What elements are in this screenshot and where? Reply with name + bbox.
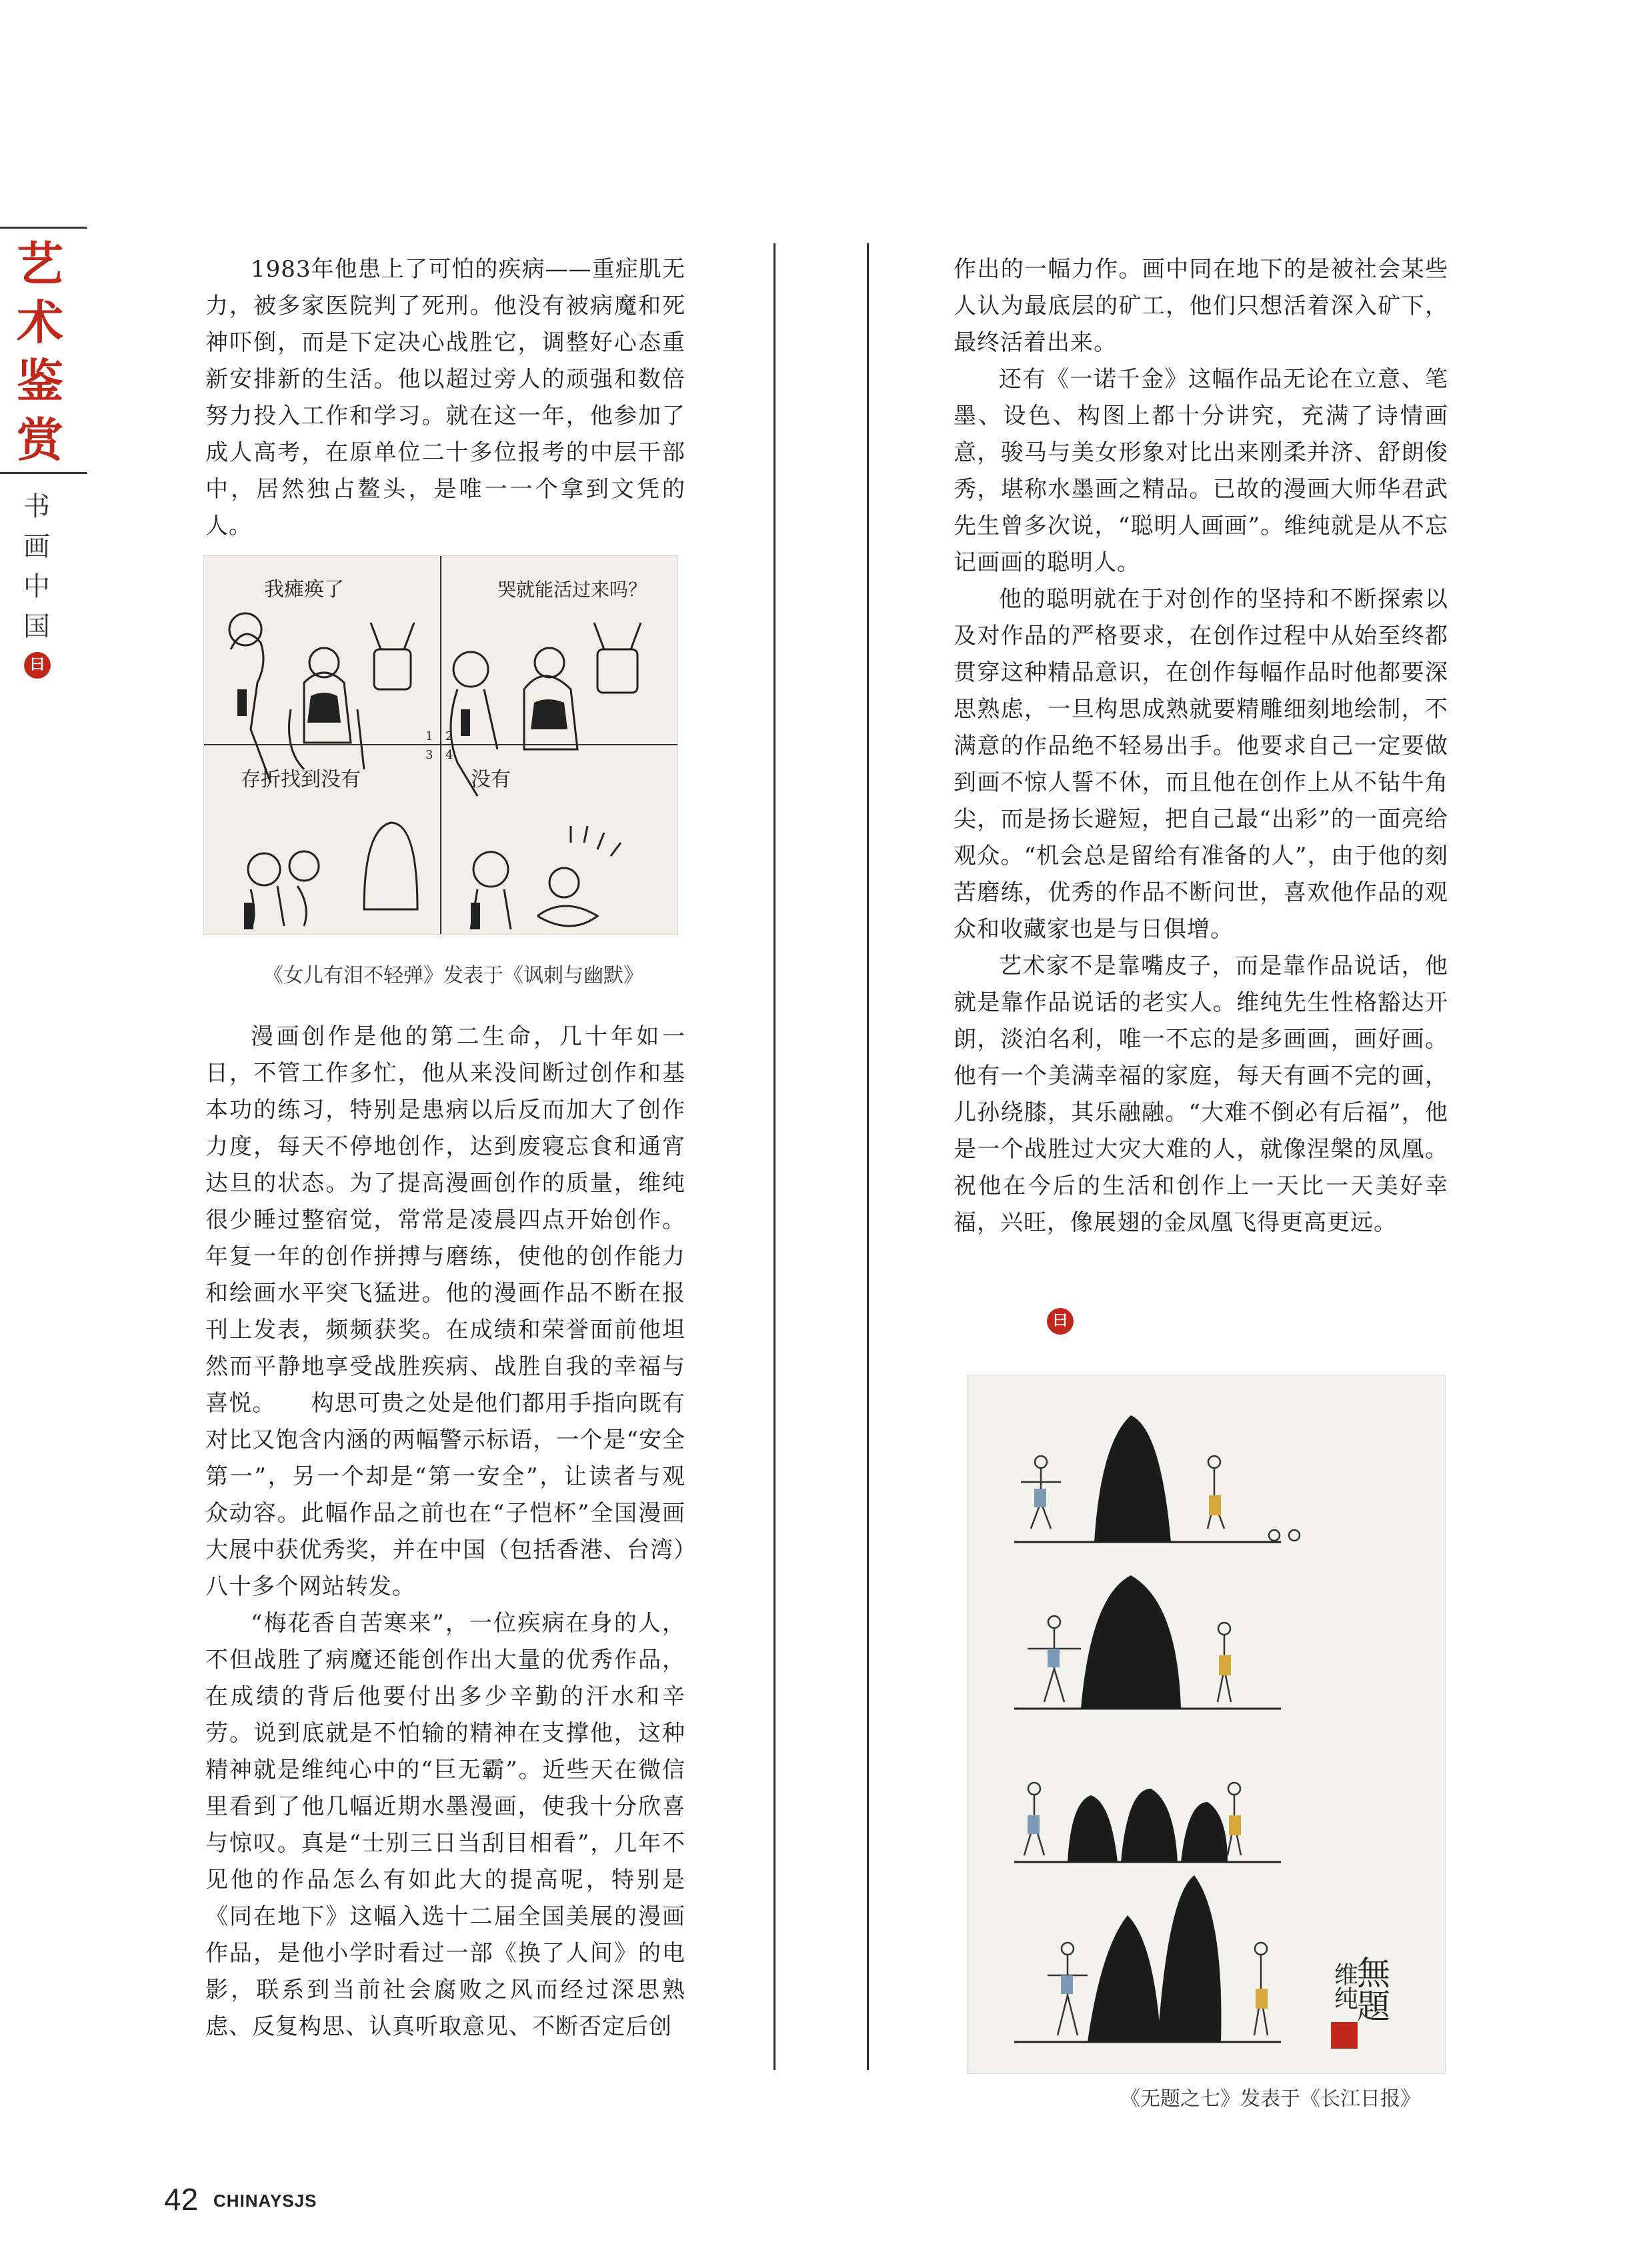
panel-text: 没有 [471, 768, 511, 791]
paragraph: 1983年他患上了可怕的疾病——重症肌无力，被多家医院判了死刑。他没有被病魔和死神吓倒，而是下定决心战胜它，调整好心态重新安排新的生活。他以超过旁人的顽强和数倍努力投入工作和学习。就在这一年，他参加了成人高考，在原单位二十多位报考的中层干部中，居然独占鳌头，是唯一一个拿到文凭的人。 [205, 256, 685, 539]
panel-number: 2 [445, 729, 453, 743]
figure-caption: 《女儿有泪不轻弹》发表于《讽刺与幽默》 [263, 964, 643, 987]
page-number: 42 [164, 2182, 199, 2217]
section-title-char: 鉴 [17, 354, 63, 409]
panel-number: 4 [445, 748, 453, 762]
comic-strip-figure [203, 555, 678, 935]
section-title [0, 235, 80, 469]
section-subtitle-char: 书 [23, 491, 50, 522]
paragraph: 艺术家不是靠嘴皮子，而是靠作品说话，他就是靠作品说话的老实人。维纯先生性格豁达开朗，淡泊名利，唯一不忘的是多画画，画好画。他有一个美满幸福的家庭，每天有画不完的画，儿孙绕膝，其乐融融。“大难不倒必有后福”，他是一个战胜过大灾大难的人，就像涅槃的凤凰。祝他在今后的生活和创作上一天比一天美好幸福，兴旺，像展翅的金凤凰飞得更高更远。 [954, 953, 1448, 1236]
panel-number: 3 [425, 748, 433, 762]
section-subtitle [0, 487, 73, 647]
article-column-b [954, 251, 1448, 1241]
section-subtitle-char: 画 [23, 531, 50, 562]
section-subtitle-char: 国 [23, 611, 50, 642]
panel-text: 哭就能活过来吗？ [497, 579, 647, 601]
painting-signature: 维纯 [1330, 1962, 1358, 2010]
paragraph: “梅花香自苦寒来”，一位疾病在身的人，不但战胜了病魔还能创作出大量的优秀作品，在成绩的背后他要付出多少辛勤的汗水和辛劳。说到底就是不怕输的精神在支撑他，这种精神就是维纯心中的“巨无霸”。近些天在微信里看到了他几幅近期水墨漫画，使我十分欣喜与惊叹。真是“士别三日当刮目相看”，几年不见他的作品怎么有如此大的提高呢，特别是《同在地下》这幅入选十二届全国美展的漫画作品，是他小学时看过一部《换了人间》的电影，联系到当前社会腐败之风而经过深思熟虑、反复构思、认真听取意见、不断否定后创 [205, 1610, 685, 2040]
sidebar-top-rule [0, 227, 87, 229]
painting-inscription: 無題 [1352, 1955, 1390, 2022]
publication-site: CHINAYSJS [213, 2191, 317, 2211]
paragraph: 作出的一幅力作。画中同在地下的是被社会某些人认为最底层的矿工，他们只想活着深入矿下，最终活着出来。 [954, 256, 1448, 356]
article-column-a-top [205, 251, 685, 545]
paragraph: 他的聪明就在于对创作的坚持和不断探索以及对作品的严格要求，在创作过程中从始至终都贯穿这种精品意识，在创作每幅作品时他都要深思熟虑，一旦构思成熟就要精雕细刻地绘制，不满意的作品绝不轻易出手。他要求自己一定要做到画不惊人誓不休，而且他在创作上从不钻牛角尖，而是扬长避短，把自己最“出彩”的一面亮给观众。“机会总是留给有准备的人”，由于他的刻苦磨练，优秀的作品不断问世，喜欢他作品的观众和收藏家也是与日俱增。 [954, 586, 1448, 943]
panel-number: 1 [425, 729, 433, 743]
section-title-char: 术 [17, 295, 63, 350]
column-divider [867, 243, 869, 2070]
comic-strip-illustration [204, 556, 677, 934]
paragraph: 漫画创作是他的第二生命，几十年如一日，不管工作多忙，他从来没间断过创作和基本功的练习，特别是患病以后反而加大了创作力度，每天不停地创作，达到废寝忘食和通宵达旦的状态。为了提高漫画创作的质量，维纯很少睡过整宿觉，常常是凌晨四点开始创作。年复一年的创作拼搏与磨练，使他的创作能力和绘画水平突飞猛进。他的漫画作品不断在报刊上发表，频频获奖。在成绩和荣誉面前他坦然而平静地享受战胜疾病、战胜自我的幸福与喜悦。 构思可贵之处是他们都用手指向既有对比又饱含内涵的两幅警示标语，一个是“安全第一”，另一个却是“第一安全”，让读者与观众动容。此幅作品之前也在“子恺杯”全国漫画大展中获优秀奖，并在中国（包括香港、台湾）八十多个网站转发。 [205, 1023, 685, 1600]
seal-icon: 曰 [24, 652, 51, 679]
ink-painting-figure [967, 1375, 1446, 2074]
column-divider [773, 243, 775, 2070]
section-subtitle-char: 中 [23, 571, 50, 602]
ink-painting-illustration [968, 1375, 1445, 2073]
paragraph: 还有《一诺千金》这幅作品无论在立意、笔墨、设色、构图上都十分讲究，充满了诗情画意，骏马与美女形象对比出来刚柔并济、舒朗俊秀，堪称水墨画之精品。已故的漫画大师华君武先生曾多次说，“聪明人画画”。维纯就是从不忘记画画的聪明人。 [954, 366, 1448, 576]
end-seal-icon: 曰 [1047, 1308, 1074, 1335]
sidebar-bottom-rule [0, 472, 87, 474]
panel-text: 存折找到没有 [241, 768, 361, 791]
section-title-char: 艺 [17, 237, 63, 291]
section-title-char: 赏 [17, 413, 63, 467]
panel-text: 我瘫痪了 [264, 578, 344, 601]
painter-seal-icon [1331, 2022, 1358, 2049]
article-column-a-bottom [205, 1019, 685, 2045]
figure-caption: 《无题之七》发表于《长江日报》 [1120, 2087, 1420, 2111]
